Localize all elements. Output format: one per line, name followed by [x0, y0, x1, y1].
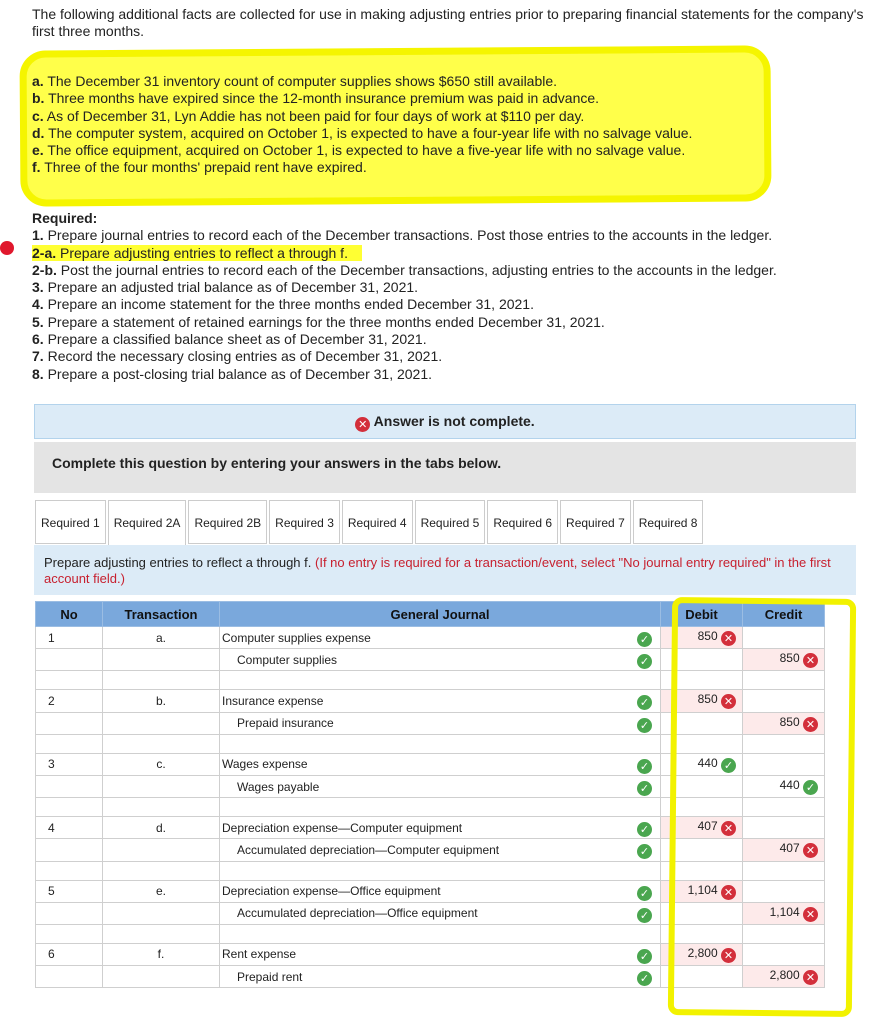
intro-text: The following additional facts are collected for use in making adjusting entries prior to preparing financial statements for the company's first three months. — [32, 6, 864, 39]
tab-required-2b[interactable]: Required 2B — [188, 500, 267, 544]
correct-icon: ✓ — [637, 844, 652, 859]
credit-amount-field[interactable] — [743, 902, 825, 924]
account-field[interactable] — [220, 712, 661, 734]
credit-amount-field[interactable] — [743, 817, 825, 839]
tab-required-1[interactable]: Required 1 — [35, 500, 106, 544]
instruction-main: Prepare adjusting entries to reflect a through f. — [44, 555, 312, 570]
entry-transaction: b. — [103, 690, 220, 712]
tab-required-6[interactable]: Required 6 — [487, 500, 558, 544]
debit-amount-field[interactable] — [661, 902, 743, 924]
fact-item: f. Three of the four months' prepaid rent have expired. — [32, 159, 367, 176]
required-item: 5. Prepare a statement of retained earnings for the three months ended December 31, 2021. — [32, 313, 605, 330]
entry-transaction: f. — [103, 943, 220, 965]
error-icon: ✕ — [803, 907, 818, 922]
debit-amount-field[interactable] — [661, 649, 743, 671]
table-row — [36, 671, 825, 690]
credit-amount: 2,800 — [769, 968, 800, 983]
account-field[interactable] — [220, 690, 661, 712]
debit-amount-field[interactable] — [661, 690, 743, 712]
account-field[interactable] — [220, 924, 661, 943]
table-row — [36, 775, 825, 797]
col-debit: Debit — [661, 602, 743, 627]
credit-amount: 1,104 — [769, 904, 800, 919]
debit-account: Wages expense — [222, 757, 308, 772]
error-icon: ✕ — [721, 948, 736, 963]
required-item: 1. Prepare journal entries to record each of the December transactions. Post those entries to the accounts in the ledger. — [32, 227, 773, 244]
table-row — [36, 943, 825, 965]
correct-icon: ✓ — [637, 781, 652, 796]
debit-amount: 407 — [697, 819, 718, 834]
debit-amount: 850 — [697, 629, 718, 644]
table-row — [36, 839, 825, 861]
debit-account: Computer supplies expense — [222, 630, 371, 645]
table-row — [36, 902, 825, 924]
tab-required-7[interactable]: Required 7 — [560, 500, 631, 544]
entry-no: 1 — [36, 627, 103, 649]
account-field[interactable] — [220, 943, 661, 965]
error-icon: ✕ — [803, 717, 818, 732]
account-field[interactable] — [220, 775, 661, 797]
required-list — [32, 210, 777, 383]
entry-transaction: d. — [103, 817, 220, 839]
credit-amount-field[interactable] — [743, 649, 825, 671]
account-field[interactable] — [220, 839, 661, 861]
entry-transaction: e. — [103, 880, 220, 902]
debit-account: Insurance expense — [222, 693, 324, 708]
debit-amount: 2,800 — [687, 945, 718, 960]
account-field[interactable] — [220, 627, 661, 649]
error-icon: ✕ — [721, 821, 736, 836]
debit-amount: 1,104 — [687, 882, 718, 897]
credit-amount-field[interactable] — [743, 690, 825, 712]
error-icon: ✕ — [355, 417, 370, 432]
account-field[interactable] — [220, 861, 661, 880]
error-icon: ✕ — [803, 843, 818, 858]
debit-amount-field[interactable] — [661, 712, 743, 734]
debit-amount-field[interactable] — [661, 775, 743, 797]
required-item: 8. Prepare a post-closing trial balance as of December 31, 2021. — [32, 365, 433, 382]
entry-no: 5 — [36, 880, 103, 902]
entry-no: 2 — [36, 690, 103, 712]
correct-icon: ✓ — [637, 971, 652, 986]
facts-list — [32, 73, 692, 177]
required-item-current: 2-a. Prepare adjusting entries to reflect a through f. — [32, 245, 777, 262]
fact-item: e. The office equipment, acquired on October 1, is expected to have a five-year life with no salvage value. — [32, 142, 686, 159]
error-icon: ✕ — [721, 885, 736, 900]
debit-amount-field[interactable] — [661, 839, 743, 861]
credit-amount-field[interactable] — [743, 943, 825, 965]
tab-required-3[interactable]: Required 3 — [269, 500, 340, 544]
correct-icon: ✓ — [637, 654, 652, 669]
account-field[interactable] — [220, 902, 661, 924]
credit-amount: 850 — [779, 651, 800, 666]
error-icon: ✕ — [803, 653, 818, 668]
credit-amount-field[interactable] — [743, 839, 825, 861]
table-row — [36, 753, 825, 775]
table-row — [36, 798, 825, 817]
credit-amount: 440 — [779, 778, 800, 793]
debit-amount-field[interactable] — [661, 943, 743, 965]
fact-item: d. The computer system, acquired on October 1, is expected to have a four-year life with no salvage value. — [32, 124, 693, 141]
credit-amount: 850 — [779, 714, 800, 729]
credit-account: Computer supplies — [237, 652, 338, 667]
debit-amount-field[interactable] — [661, 966, 743, 988]
entry-transaction: c. — [103, 753, 220, 775]
debit-account: Rent expense — [222, 947, 297, 962]
fact-item: a. The December 31 inventory count of computer supplies shows $650 still available. — [32, 73, 558, 89]
credit-amount-field[interactable] — [743, 627, 825, 649]
credit-account: Prepaid rent — [237, 969, 303, 984]
debit-amount-field[interactable] — [661, 753, 743, 775]
table-row — [36, 924, 825, 943]
table-row — [36, 966, 825, 988]
entry-no: 3 — [36, 753, 103, 775]
credit-amount: 407 — [779, 841, 800, 856]
answer-status-banner — [34, 404, 856, 439]
table-header-row — [36, 602, 825, 627]
credit-account: Wages payable — [237, 779, 320, 794]
tab-required-2a[interactable]: Required 2A — [108, 500, 187, 546]
error-icon: ✕ — [803, 970, 818, 985]
debit-amount: 850 — [697, 692, 718, 707]
required-item: 4. Prepare an income statement for the three months ended December 31, 2021. — [32, 296, 534, 313]
col-transaction: Transaction — [103, 602, 220, 627]
debit-account: Depreciation expense—Computer equipment — [222, 820, 463, 835]
required-heading: Required: — [32, 210, 98, 226]
answer-status-text: Answer is not complete. — [373, 413, 535, 429]
correct-icon: ✓ — [803, 780, 818, 795]
table-row — [36, 712, 825, 734]
tab-bar — [35, 500, 705, 546]
credit-account: Prepaid insurance — [237, 716, 334, 731]
account-field[interactable] — [220, 753, 661, 775]
debit-amount-field[interactable] — [661, 627, 743, 649]
debit-amount: 440 — [697, 755, 718, 770]
current-item-marker-icon — [0, 241, 14, 255]
credit-amount-field[interactable] — [743, 966, 825, 988]
error-icon: ✕ — [721, 631, 736, 646]
tab-required-5[interactable]: Required 5 — [415, 500, 486, 544]
fact-item: c. As of December 31, Lyn Addie has not been paid for four days of work at $110 per day. — [32, 107, 585, 124]
credit-amount-field[interactable] — [743, 775, 825, 797]
account-field[interactable] — [220, 817, 661, 839]
correct-icon: ✓ — [637, 949, 652, 964]
account-field[interactable] — [220, 880, 661, 902]
instruction-note: (If no entry is required for a transaction/event, select "No journal entry required" in the first account field.) — [44, 555, 831, 586]
debit-account: Depreciation expense—Office equipment — [222, 884, 441, 899]
table-row — [36, 627, 825, 649]
table-row — [36, 690, 825, 712]
account-field[interactable] — [220, 671, 661, 690]
col-credit: Credit — [743, 602, 825, 627]
table-row — [36, 880, 825, 902]
account-field[interactable] — [220, 734, 661, 753]
general-journal-table — [35, 601, 825, 988]
instruction-panel — [34, 545, 856, 595]
error-icon: ✕ — [721, 694, 736, 709]
table-row — [36, 817, 825, 839]
complete-prompt: Complete this question by entering your answers in the tabs below. — [34, 442, 856, 493]
required-item: 2-b. Post the journal entries to record each of the December transactions, adjusting entries to the accounts in the ledger. — [32, 261, 777, 278]
table-row — [36, 649, 825, 671]
correct-icon: ✓ — [637, 822, 652, 837]
required-item: 6. Prepare a classified balance sheet as of December 31, 2021. — [32, 331, 427, 348]
correct-icon: ✓ — [721, 758, 736, 773]
account-field[interactable] — [220, 649, 661, 671]
table-row — [36, 734, 825, 753]
debit-amount-field[interactable] — [661, 817, 743, 839]
account-field[interactable] — [220, 798, 661, 817]
debit-amount-field[interactable] — [661, 880, 743, 902]
correct-icon: ✓ — [637, 695, 652, 710]
table-row — [36, 861, 825, 880]
col-no: No — [36, 602, 103, 627]
credit-amount-field[interactable] — [743, 753, 825, 775]
credit-account: Accumulated depreciation—Office equipment — [237, 906, 478, 921]
entry-transaction: a. — [103, 627, 220, 649]
correct-icon: ✓ — [637, 718, 652, 733]
required-item: 3. Prepare an adjusted trial balance as of December 31, 2021. — [32, 279, 419, 296]
col-general-journal: General Journal — [220, 602, 661, 627]
required-item: 7. Record the necessary closing entries as of December 31, 2021. — [32, 348, 443, 365]
credit-amount-field[interactable] — [743, 712, 825, 734]
correct-icon: ✓ — [637, 908, 652, 923]
tab-required-8[interactable]: Required 8 — [633, 500, 704, 544]
entry-no: 4 — [36, 817, 103, 839]
correct-icon: ✓ — [637, 886, 652, 901]
correct-icon: ✓ — [637, 759, 652, 774]
account-field[interactable] — [220, 966, 661, 988]
credit-amount-field[interactable] — [743, 880, 825, 902]
tab-required-4[interactable]: Required 4 — [342, 500, 413, 544]
credit-account: Accumulated depreciation—Computer equipment — [237, 842, 500, 857]
correct-icon: ✓ — [637, 632, 652, 647]
fact-item: b. Three months have expired since the 12-month insurance premium was paid in advance. — [32, 90, 600, 107]
entry-no: 6 — [36, 943, 103, 965]
